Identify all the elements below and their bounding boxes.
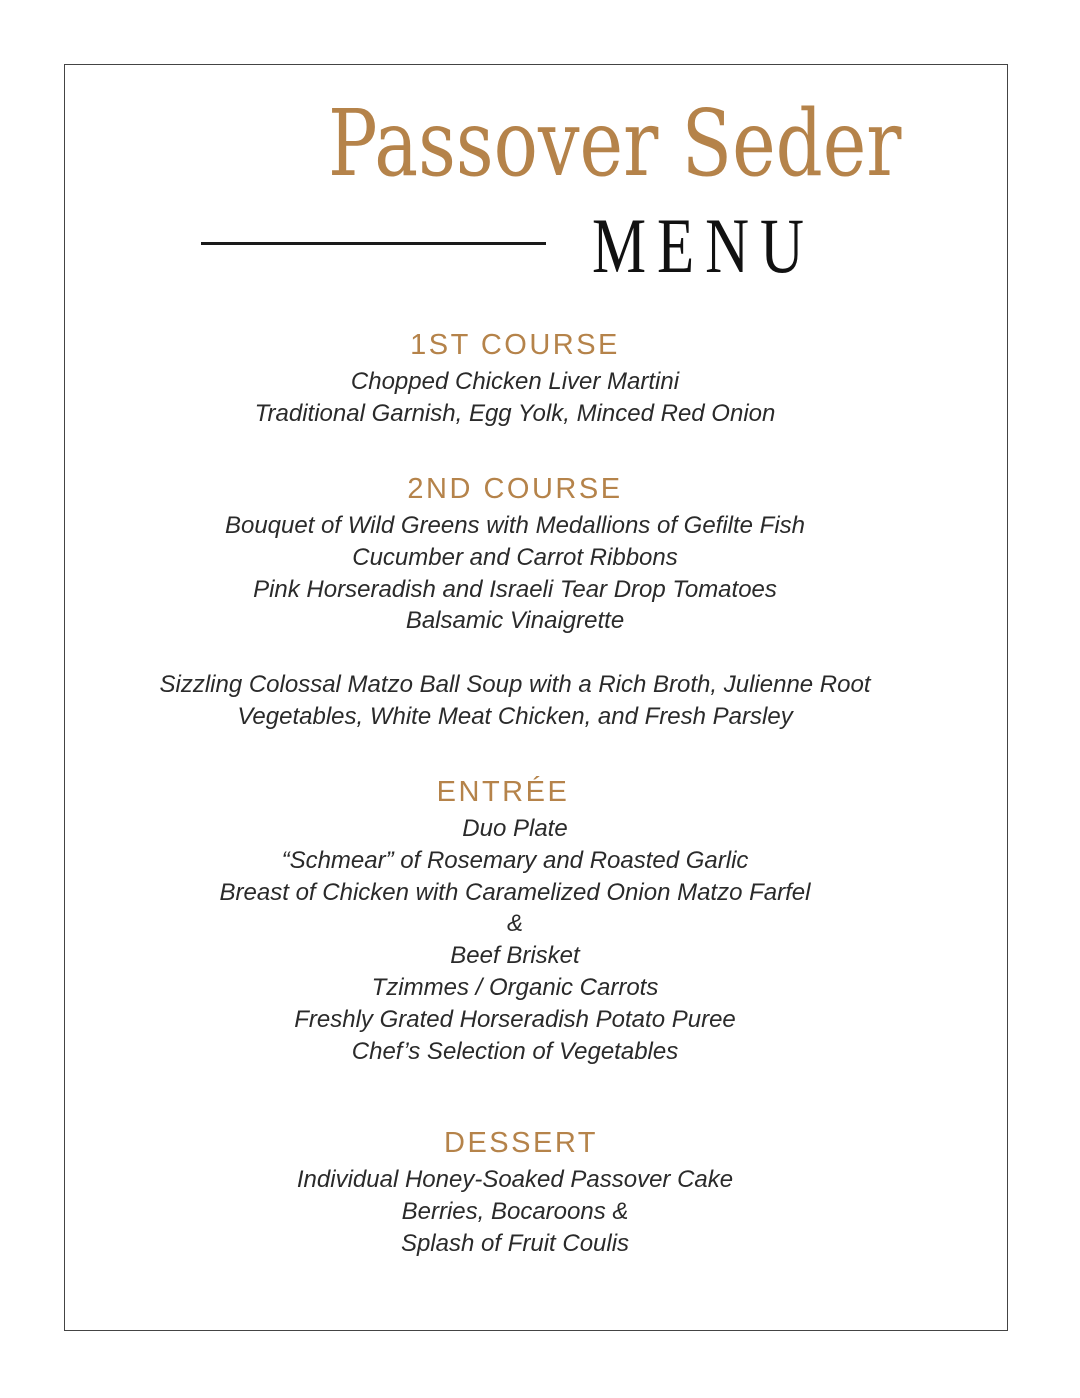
menu-item: Berries, Bocaroons & [401, 1197, 629, 1225]
menu-item: Cucumber and Carrot Ribbons [352, 543, 678, 571]
menu-item: Tzimmes / Organic Carrots [371, 973, 659, 1001]
menu-item: Individual Honey-Soaked Passover Cake [296, 1166, 734, 1193]
decorative-rule [201, 242, 546, 245]
section-heading: DESSERT [444, 1127, 598, 1159]
section-second-course [0, 472, 1030, 733]
menu-item: & [506, 910, 523, 938]
menu-item: Chef’s Selection of Vegetables [351, 1037, 679, 1065]
section-heading: ENTRÉE [436, 776, 570, 808]
section-heading: 2ND COURSE [407, 473, 623, 505]
menu-title: Passover Seder [328, 90, 902, 197]
section-dessert [6, 1126, 1036, 1160]
menu-item: Balsamic Vinaigrette [405, 607, 625, 635]
menu-item: Pink Horseradish and Israeli Tear Drop Tomatoes [253, 575, 777, 603]
menu-item: Freshly Grated Horseradish Potato Puree [294, 1005, 736, 1033]
menu-item: Beef Brisket [450, 942, 580, 970]
menu-item: Duo Plate [462, 815, 568, 842]
section-entree [0, 775, 1018, 809]
menu-item: Traditional Garnish, Egg Yolk, Minced Red Onion [254, 399, 776, 427]
menu-item: Vegetables, White Meat Chicken, and Fresh Parsley [237, 702, 793, 730]
menu-item: Breast of Chicken with Caramelized Onion Matzo Farfel [219, 878, 811, 906]
menu-subtitle: MENU [592, 202, 815, 289]
section-first-course [0, 328, 1030, 430]
section-heading: 1ST COURSE [410, 329, 620, 361]
menu-item: Sizzling Colossal Matzo Ball Soup with a Rich Broth, Julienne Root [159, 671, 871, 699]
menu-item: Bouquet of Wild Greens with Medallions of Gefilte Fish [224, 512, 806, 539]
menu-item: Splash of Fruit Coulis [400, 1229, 630, 1257]
menu-item: “Schmear” of Rosemary and Roasted Garlic [281, 846, 749, 874]
section-entree-items [0, 813, 1030, 1067]
menu-item: Chopped Chicken Liver Martini [350, 368, 680, 395]
section-dessert-items [0, 1164, 1030, 1259]
